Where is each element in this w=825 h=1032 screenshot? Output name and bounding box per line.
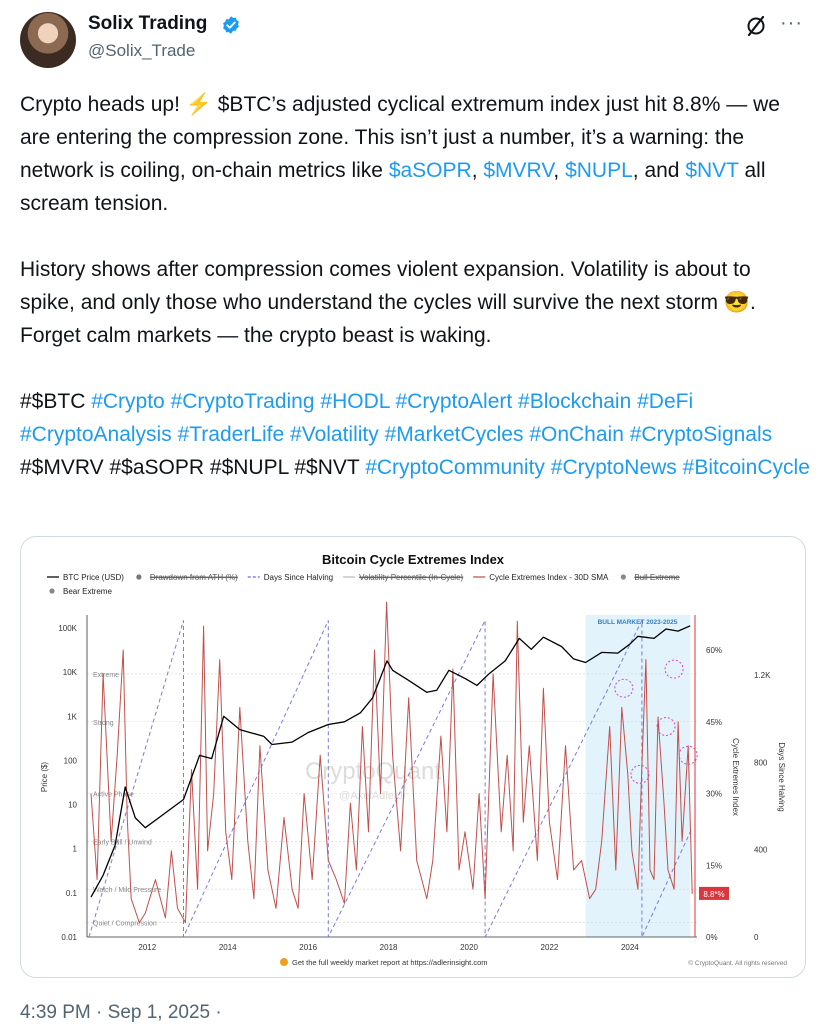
hashtag[interactable]: #Blockchain: [518, 390, 632, 413]
chart-legend: [47, 573, 680, 596]
legend-label: Drawdown from ATH (%): [149, 573, 238, 582]
y-right-tick-label: 15%: [706, 861, 723, 871]
y-right-tick-label: 60%: [706, 646, 723, 655]
author-name[interactable]: Solix Trading: [88, 13, 208, 34]
legend-item: [248, 573, 333, 582]
watermark: CryptoQuant: [304, 758, 442, 785]
legend-item: [49, 587, 112, 596]
slashed-circle-icon[interactable]: [744, 14, 768, 38]
zone-label: Watch / Mild Pressure: [93, 887, 162, 895]
cashtag-mvrv[interactable]: $MVRV: [483, 159, 554, 182]
text-run: , and: [632, 159, 686, 182]
x-tick-label: 2018: [379, 943, 398, 952]
hashtag[interactable]: #HODL: [320, 390, 390, 413]
text-run: all scream tension.: [20, 159, 766, 215]
hashtag[interactable]: #CryptoTrading: [170, 390, 315, 413]
hashtag[interactable]: #OnChain: [529, 423, 624, 446]
y-right2-tick-label: 1.2K: [754, 671, 771, 680]
y-right2-tick-label: 400: [754, 845, 768, 855]
hashtag[interactable]: #CryptoAlert: [395, 390, 513, 413]
sunglasses-emoji: 😎: [723, 291, 751, 314]
hashtag-list: [20, 385, 810, 484]
footer-text: Get the full weekly market report at https://adlerinsight.com: [292, 958, 488, 967]
zone-label: Active Phase: [93, 791, 134, 799]
y-right-tick-label: 45%: [706, 717, 723, 727]
zone-label: Quiet / Compression: [93, 920, 157, 928]
hashtag[interactable]: #$aSOPR: [109, 456, 205, 479]
hashtag[interactable]: #CryptoNews: [550, 456, 677, 479]
avatar[interactable]: [20, 12, 76, 68]
legend-item: [47, 573, 124, 582]
timestamp[interactable]: 4:39 PM · Sep 1, 2025 ·: [20, 1002, 222, 1023]
verified-badge-icon: [221, 15, 241, 35]
hashtag[interactable]: #$NUPL: [209, 456, 289, 479]
hashtag[interactable]: #CryptoAnalysis: [20, 423, 172, 446]
tweet-text: [20, 88, 810, 484]
y-right2-axis-label: Days Since Halving: [777, 742, 786, 812]
legend-label: Bull Extreme: [634, 573, 680, 582]
legend-item: [343, 573, 463, 582]
text-run: History shows after compression comes violent expansion. Volatility is about to spike, and only those who understand the cycles will survive the next storm: [20, 258, 751, 314]
text-run: ,: [471, 159, 484, 182]
x-tick-label: 2022: [540, 943, 559, 952]
text-run: $BTC’s adjusted cyclical extremum index just hit 8.8% — we are entering the compression zone. This isn’t just a number, it’s a warning: the network is coiling, on-chain metrics like: [20, 93, 780, 182]
chart-title: Bitcoin Cycle Extremes Index: [321, 552, 505, 567]
y-tick-label: 0.01: [61, 933, 77, 942]
zone-label: Strong: [93, 719, 114, 727]
tweet-paragraph-2: [20, 253, 810, 352]
legend-label: BTC Price (USD): [63, 573, 124, 582]
text-run: . Forget calm markets — the crypto beast is waking.: [20, 291, 756, 347]
bull-market-label: BULL MARKET 2023-2025: [597, 619, 678, 626]
text-run: ,: [553, 159, 566, 182]
legend-swatch: [136, 574, 141, 579]
more-horizontal-icon[interactable]: ···: [780, 12, 803, 34]
x-tick-label: 2014: [218, 943, 237, 952]
y-tick-label: 1K: [67, 712, 77, 722]
hashtag[interactable]: #CryptoCommunity: [365, 456, 545, 479]
y-tick-label: 10K: [62, 668, 77, 678]
x-tick-label: 2012: [138, 943, 157, 952]
hashtag[interactable]: #TraderLife: [177, 423, 285, 446]
y-right-tick-label: 0%: [706, 933, 718, 942]
hashtag[interactable]: #BitcoinCycle: [682, 456, 810, 479]
legend-item: [621, 573, 680, 582]
plot-area: [40, 602, 787, 967]
hashtag[interactable]: #$BTC: [20, 390, 86, 413]
x-tick-label: 2016: [299, 943, 318, 952]
y-right-tick-label: 30%: [706, 789, 723, 799]
y-tick-label: 100K: [58, 624, 77, 633]
y-right2-tick-label: 800: [754, 758, 768, 768]
y-tick-label: 1: [72, 844, 77, 854]
hashtag[interactable]: #DeFi: [637, 390, 694, 413]
legend-item: [136, 573, 238, 582]
y-tick-label: 10: [68, 800, 77, 810]
y-tick-label: 100: [63, 756, 77, 766]
current-value-label: 8.8*%: [703, 889, 725, 899]
y-right2-tick-label: 0: [754, 933, 759, 942]
y-tick-label: 0.1: [65, 888, 77, 898]
copyright-text: © CryptoQuant. All rights reserved: [688, 960, 787, 967]
legend-swatch: [621, 574, 626, 579]
zone-label: Extreme: [93, 671, 120, 679]
tweet-paragraph-1: [20, 88, 810, 220]
y-axis-label: Price ($): [40, 761, 49, 793]
cashtag-nupl[interactable]: $NUPL: [565, 159, 633, 182]
watermark-sub: @AxelAdlerJr: [339, 790, 407, 802]
author-handle[interactable]: @Solix_Trade: [88, 41, 196, 60]
hashtag[interactable]: #Crypto: [91, 390, 165, 413]
legend-label: Volatility Percentile (In-Cycle): [359, 573, 464, 582]
legend-swatch: [49, 588, 54, 593]
chart-image[interactable]: [20, 536, 806, 978]
zone-label: Early Bull / Unwind: [93, 839, 152, 847]
x-tick-label: 2024: [620, 943, 639, 952]
cashtag-nvt[interactable]: $NVT: [685, 159, 739, 182]
hashtag[interactable]: #Volatility: [290, 423, 379, 446]
cycle-extremes-chart: [21, 537, 805, 977]
legend-label: Cycle Extremes Index - 30D SMA: [489, 573, 609, 582]
cashtag-asopr[interactable]: $aSOPR: [388, 159, 472, 182]
lightning-emoji: ⚡: [185, 93, 212, 116]
hashtag[interactable]: #$MVRV: [20, 456, 104, 479]
hashtag[interactable]: #CryptoSignals: [629, 423, 773, 446]
text-run: Crypto heads up!: [20, 93, 186, 116]
hashtag[interactable]: #$NVT: [294, 456, 360, 479]
legend-label: Bear Extreme: [63, 587, 112, 596]
hashtag[interactable]: #MarketCycles: [384, 423, 524, 446]
legend-item: [473, 573, 609, 582]
x-tick-label: 2020: [460, 943, 478, 952]
footer-dot-icon: [280, 958, 288, 966]
legend-label: Days Since Halving: [263, 573, 334, 582]
y-right-axis-label: Cycle Extremes Index: [731, 738, 740, 816]
